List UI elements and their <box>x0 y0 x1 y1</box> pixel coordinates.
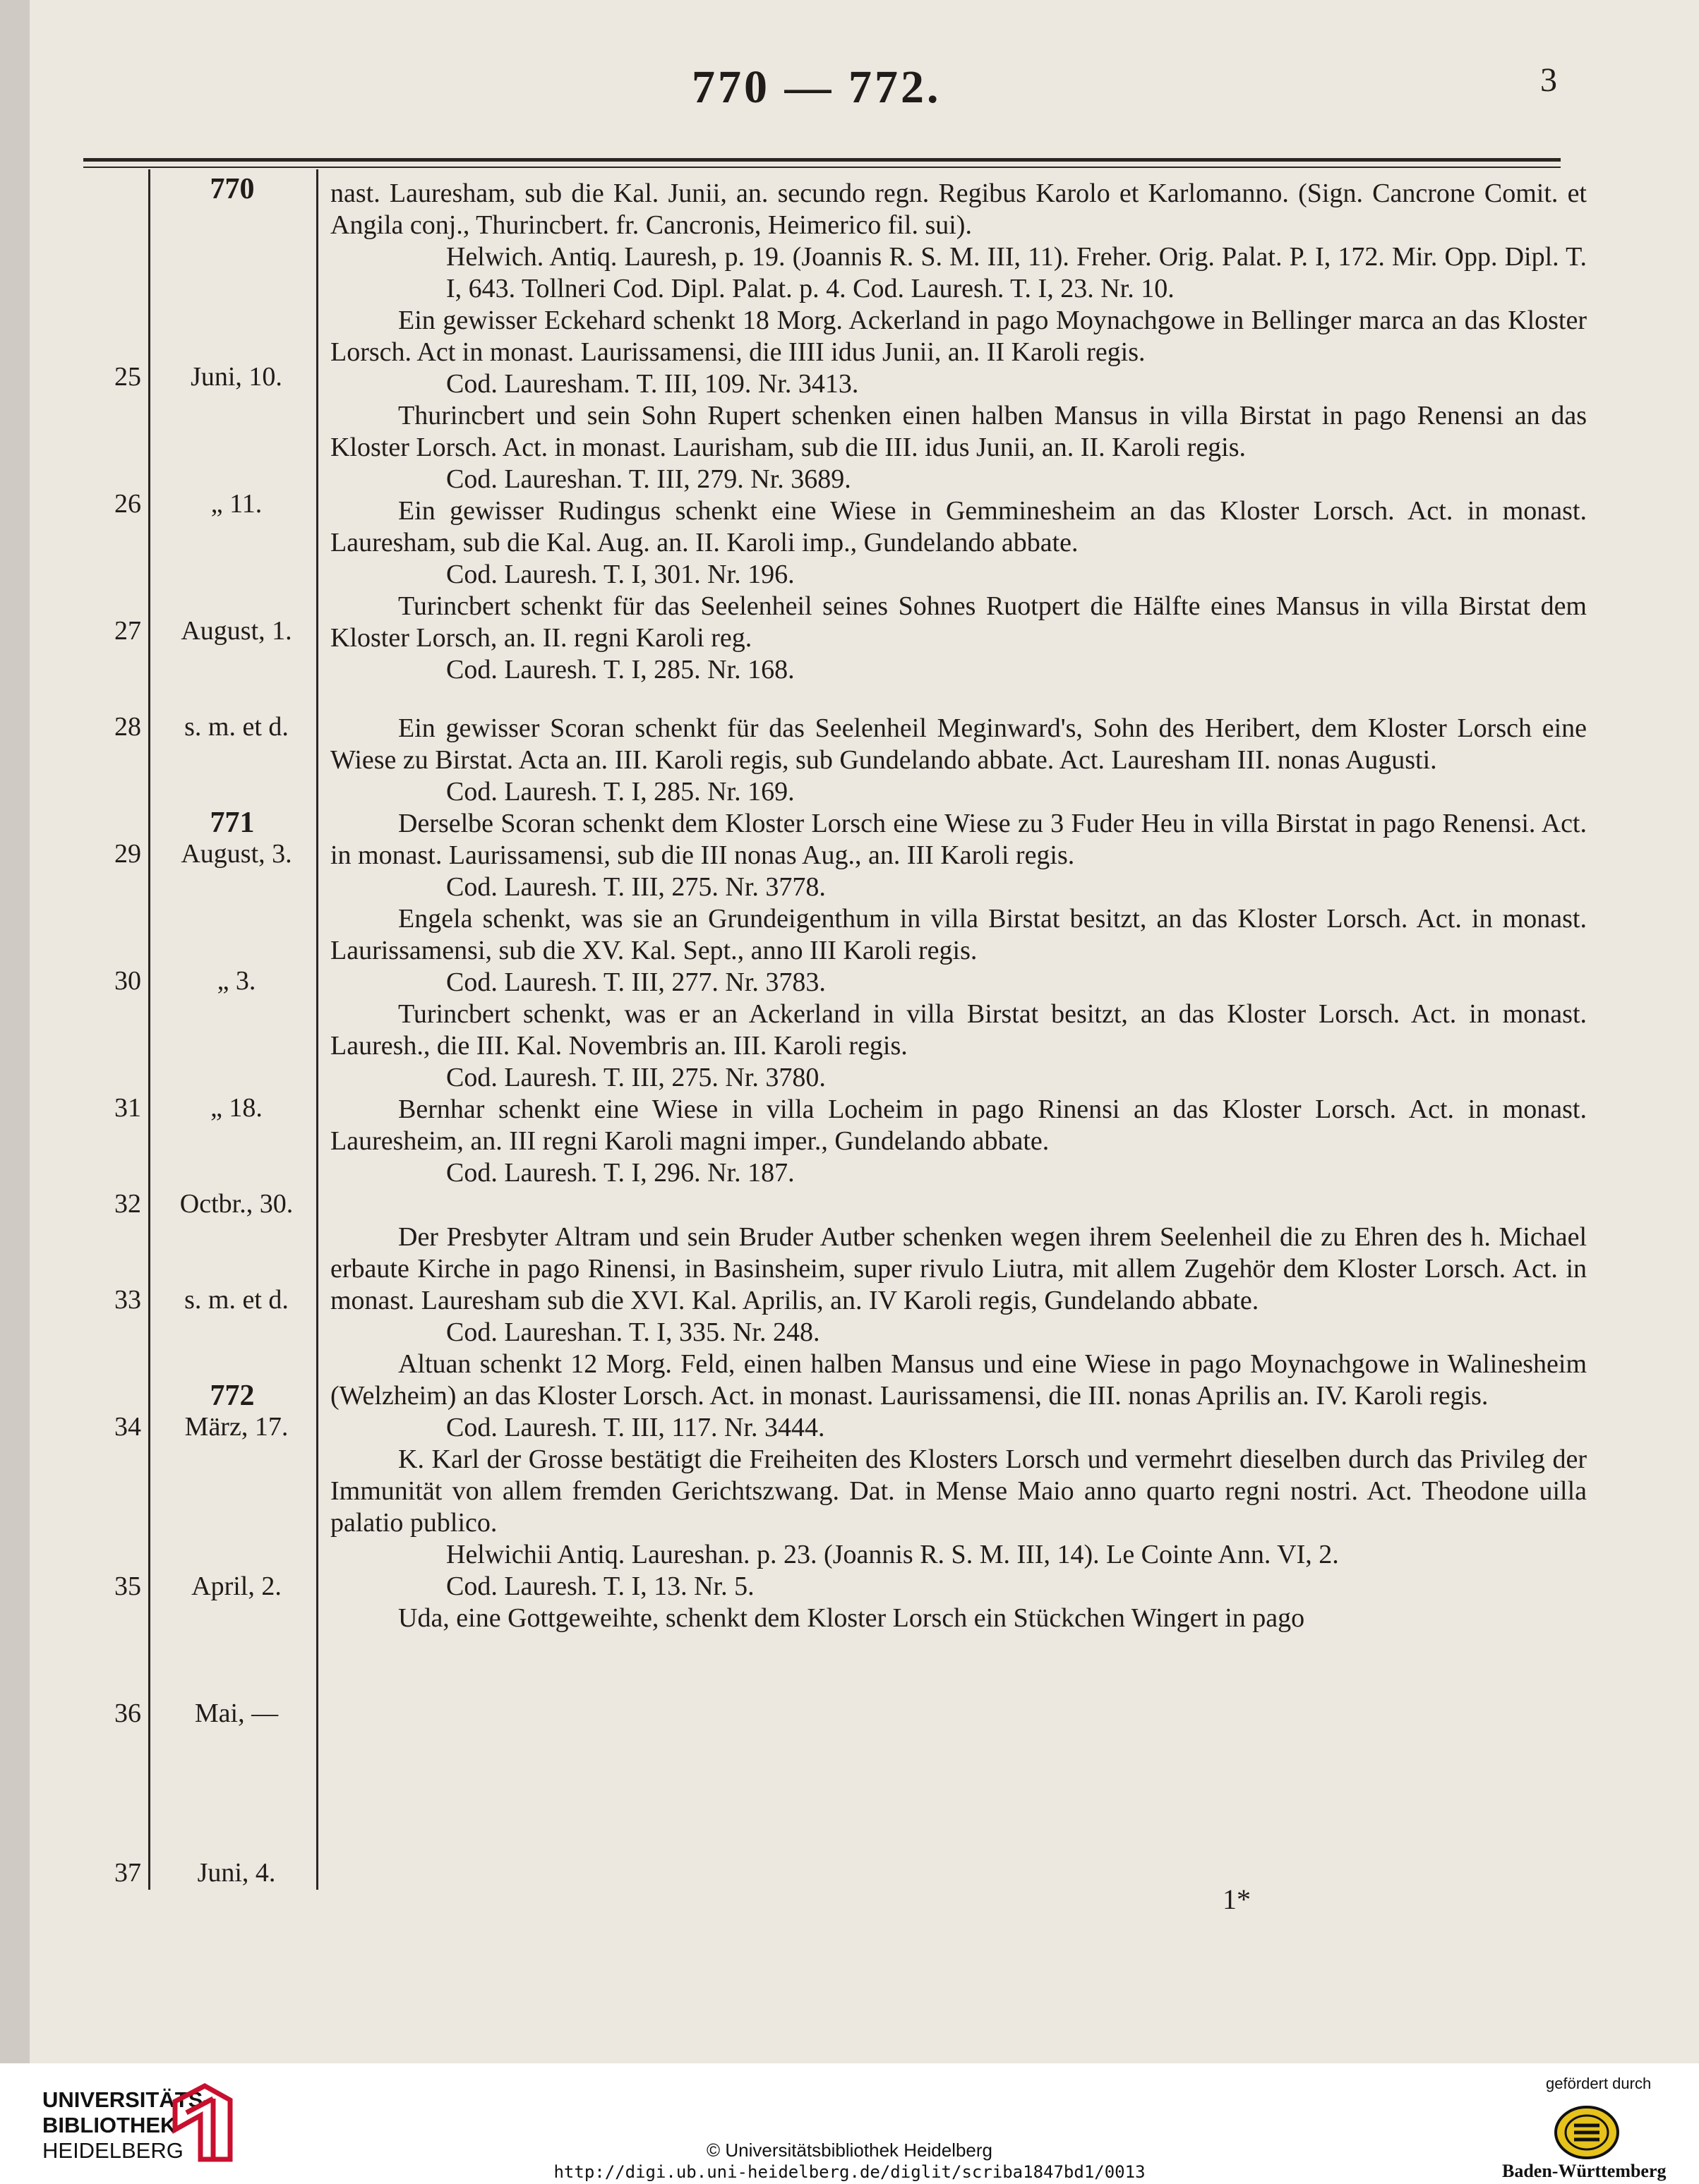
funded-by-label: gefördert durch <box>1546 2075 1652 2092</box>
year-heading: 771 <box>210 807 255 839</box>
citation: Cod. Laureshan. T. III, 279. Nr. 3689. <box>446 464 851 494</box>
entry-text: Turincbert schenkt, was er an Ackerland in villa Birstat besitzt, an das Kloster Lorsch. Act. in monast. Lauresh., die III. Kal. Novembris an. III. Karoli regis. <box>330 999 1587 1061</box>
entry-text: Thurincbert und sein Sohn Rupert schenken einen halben Mansus in villa Birstat in pago Renensi an das Kloster Lorsch. Act. in monast. Laurisham, sub die III. idus Junii, an. II. Karoli regis. <box>330 401 1587 462</box>
citation: Cod. Laureshan. T. I, 335. Nr. 248. <box>446 1317 820 1347</box>
entry-number: 29 <box>114 839 141 869</box>
citation: Cod. Lauresh. T. I, 301. Nr. 196. <box>446 560 795 589</box>
entry-text: Uda, eine Gottgeweihte, schenkt dem Kloster Lorsch ein Stückchen Wingert in pago <box>398 1603 1305 1633</box>
entry-date: „ 3. <box>217 966 256 996</box>
entry-number: 35 <box>114 1571 141 1601</box>
header-rule-thin <box>83 167 1561 168</box>
entry-number: 36 <box>114 1699 141 1728</box>
citation: Cod. Lauresh. T. I, 285. Nr. 168. <box>446 655 795 684</box>
library-name-line: UNIVERSITÄTS- <box>42 2087 210 2112</box>
entry-date: August, 3. <box>181 839 292 869</box>
citation: Cod. Lauresh. T. III, 275. Nr. 3780. <box>446 1063 826 1092</box>
entry-date: Juni, 10. <box>191 362 282 392</box>
citation: Cod. Lauresh. T. I, 13. Nr. 5. <box>446 1571 755 1601</box>
entry-date: Octbr., 30. <box>179 1189 294 1219</box>
citation: Helwich. Antiq. Lauresh, p. 19. (Joannis R. S. M. III, 11). Freher. Orig. Palat. P. I, 172. Mir. Opp. Dipl. T. I, 643. Tollneri Cod. Dipl. Palat. p. 4. Cod. Lauresh. T. I, 23. Nr. 10. <box>446 242 1587 303</box>
citation: Cod. Lauresh. T. I, 296. Nr. 187. <box>446 1158 795 1188</box>
entry-number: 33 <box>114 1285 141 1315</box>
entry-number: 34 <box>114 1412 141 1442</box>
entry-text: Altuan schenkt 12 Morg. Feld, einen halben Mansus und eine Wiese in pago Moynachgowe in Walinesheim (Welzheim) an das Kloster Lorsch. Act. in monast. Laurissamensi, die III. nonas Aprilis an. IV. Karoli regis. <box>330 1349 1587 1411</box>
citation: Cod. Lauresh. T. I, 285. Nr. 169. <box>446 777 795 807</box>
entry-text: Bernhar schenkt eine Wiese in villa Locheim in pago Rinensi an das Kloster Lorsch. Act. in monast. Lauresheim, an. III regni Karoli magni imper., Gundelando abbate. <box>330 1094 1587 1156</box>
citation: Cod. Lauresh. T. III, 275. Nr. 3778. <box>446 872 826 902</box>
library-name-line: HEIDELBERG <box>42 2138 184 2163</box>
entry-number: 27 <box>114 616 141 646</box>
entry-date: April, 2. <box>191 1571 282 1601</box>
funder-name: Baden-Württemberg <box>1502 2161 1667 2181</box>
citation: Helwichii Antiq. Laureshan. p. 23. (Joannis R. S. M. III, 14). Le Cointe Ann. VI, 2. <box>446 1540 1339 1569</box>
library-name-line: BIBLIOTHEK <box>42 2113 176 2137</box>
header-rule <box>83 158 1561 162</box>
entry-date: s. m. et d. <box>184 712 289 742</box>
entry-text: Ein gewisser Scoran schenkt für das Seelenheil Meginward's, Sohn des Heribert, dem Kloster Lorsch eine Wiese zu Birstat. Acta an. III. Karoli regis, sub Gundelando abbate. Act. Lauresham III. nonas Augusti. <box>330 713 1587 775</box>
column-divider <box>148 169 150 1890</box>
entry-text: nast. Lauresham, sub die Kal. Junii, an. secundo regn. Regibus Karolo et Karlomanno. (Sign. Cancrone Comit. et Angila conj., Thurincbert. fr. Cancronis, Heimerico fil. sui). <box>330 179 1587 240</box>
entry-text: Derselbe Scoran schenkt dem Kloster Lorsch eine Wiese zu 3 Fuder Heu in villa Birstat in pago Renensi. Act. in monast. Laurissamensi, sub die III nonas Aug., an. III Karoli regis. <box>330 809 1587 870</box>
entry-text: Engela schenkt, was sie an Grundeigenthum in villa Birstat besitzt, an das Kloster Lorsch. Act. in monast. Laurissamensi, sub die XV. Kal. Sept., anno III Karoli regis. <box>330 904 1587 965</box>
entry-number: 26 <box>114 489 141 519</box>
baden-wuerttemberg-emblem-icon <box>1553 2104 1621 2161</box>
column-divider <box>316 169 318 1890</box>
main-text-column <box>330 178 1587 1634</box>
source-url-link[interactable]: http://digi.ub.uni-heidelberg.de/diglit/scriba1847bd1/0013 <box>553 2162 1146 2182</box>
copyright-text: © Universitätsbibliothek Heidelberg <box>706 2140 993 2161</box>
entry-number: 30 <box>114 966 141 996</box>
entry-date: „ 18. <box>210 1093 263 1123</box>
signature-mark: 1* <box>1223 1883 1251 1915</box>
page-title: 770 — 772. <box>692 61 942 113</box>
entry-text: Ein gewisser Eckehard schenkt 18 Morg. Ackerland in pago Moynachgowe in Bellinger marca an das Kloster Lorsch. Act in monast. Laurissamensi, die IIII idus Junii, an. II Karoli regis. <box>330 306 1587 367</box>
entry-date: März, 17. <box>184 1412 289 1442</box>
entry-number: 28 <box>114 712 141 742</box>
entry-number: 25 <box>114 362 141 392</box>
entry-date: August, 1. <box>181 616 292 646</box>
entry-date: Mai, — <box>194 1699 279 1728</box>
citation: Cod. Lauresh. T. III, 277. Nr. 3783. <box>446 967 826 997</box>
entry-text: Turincbert schenkt für das Seelenheil seines Sohnes Ruotpert die Hälfte eines Mansus in villa Birstat dem Kloster Lorsch, an. II. regni Karoli reg. <box>330 591 1587 653</box>
entry-date: s. m. et d. <box>184 1285 289 1315</box>
entry-number: 31 <box>114 1093 141 1123</box>
entry-text: Der Presbyter Altram und sein Bruder Autber schenken wegen ihrem Seelenheil die zu Ehren des h. Michael erbaute Kirche in pago Rinensi, in Basinsheim, super rivulo Liutra, mit allem Zugehör dem Kloster Lorsch. Act. in monast. Lauresham sub die XVI. Kal. Aprilis, an. IV Karoli regis, Gundelando abbate. <box>330 1222 1587 1315</box>
entry-number: 37 <box>114 1858 141 1888</box>
page-number: 3 <box>1540 61 1557 99</box>
citation: Cod. Lauresh. T. III, 117. Nr. 3444. <box>446 1413 825 1442</box>
entry-date: Juni, 4. <box>197 1858 276 1888</box>
entry-number: 32 <box>114 1189 141 1219</box>
year-heading: 772 <box>210 1380 255 1412</box>
entry-text: Ein gewisser Rudingus schenkt eine Wiese in Gemminesheim an das Kloster Lorsch. Act. in monast. Lauresham, sub die Kal. Aug. an. II. Karoli imp., Gundelando abbate. <box>330 496 1587 557</box>
entry-date: „ 11. <box>210 489 263 519</box>
citation: Cod. Lauresham. T. III, 109. Nr. 3413. <box>446 369 859 399</box>
year-heading: 770 <box>210 173 255 205</box>
entry-text: K. Karl der Grosse bestätigt die Freiheiten des Klosters Lorsch und vermehrt dieselben durch das Privileg der Immunität von allem fremden Gerichtszwang. Dat. in Mense Maio anno quarto regni nostri. Act. Theodone uilla palatio publico. <box>330 1444 1587 1538</box>
footer <box>0 2063 1699 2184</box>
